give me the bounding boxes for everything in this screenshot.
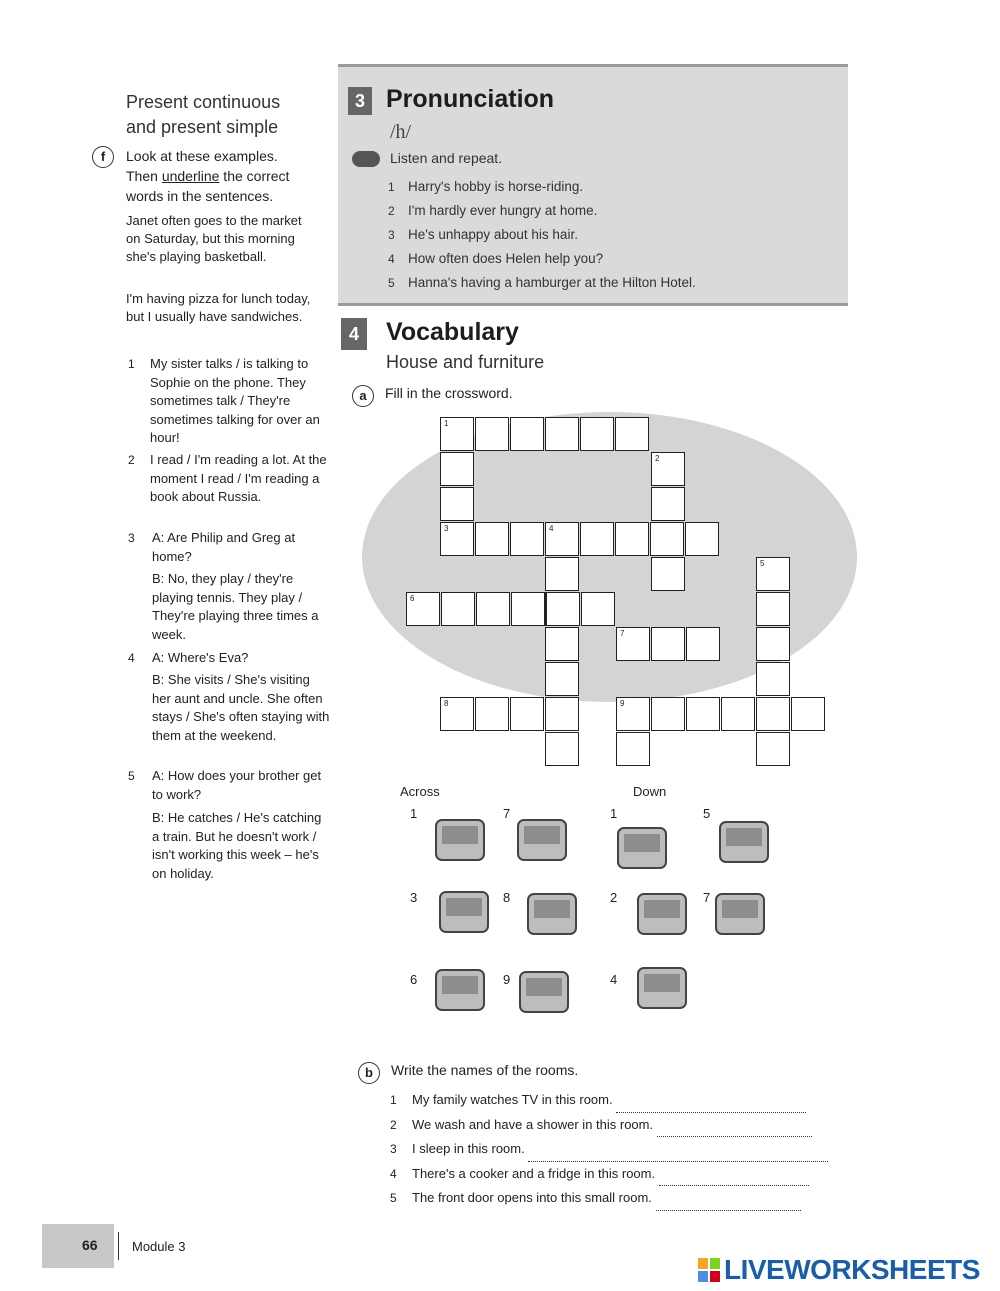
crossword-cell[interactable] [650, 522, 684, 556]
example-2: I'm having pizza for lunch today, but I usually have sandwiches. [126, 291, 311, 324]
crossword-cell[interactable] [545, 627, 579, 661]
item-text[interactable]: B: She visits / She's visiting her aunt and uncle. She often stays / She's often staying with them at the weekend. [152, 672, 330, 743]
crossword-cell[interactable] [756, 592, 790, 626]
list-item: 1 My family watches TV in this room. [390, 1088, 860, 1113]
crossword-cell[interactable] [616, 732, 650, 766]
armchair-icon [432, 878, 502, 940]
list-item: 1 Harry's hobby is horse-riding. [388, 179, 584, 194]
exercise-label [92, 146, 114, 168]
crossword-cell[interactable] [440, 417, 474, 451]
page-tab [42, 1224, 114, 1268]
clue-number: 8 [503, 890, 511, 905]
cell-number: 8 [444, 699, 449, 708]
bed-icon [510, 806, 580, 868]
crossword-cell[interactable] [440, 522, 474, 556]
down-heading: Down [633, 784, 667, 799]
label-b: b [358, 1062, 380, 1084]
title-line: and present simple [126, 117, 279, 137]
pronunciation-list [388, 175, 696, 295]
cell-number: 6 [410, 594, 415, 603]
crossword-cell[interactable] [440, 487, 474, 521]
title-line: Present continuous [126, 92, 281, 112]
item-text: A: How does your brother get to work? [152, 768, 322, 802]
rooms-list [390, 1088, 860, 1211]
crossword-cell[interactable] [545, 522, 579, 556]
clue-number: 3 [410, 890, 418, 905]
table-icon [512, 958, 582, 1020]
section-heading: Pronunciation [386, 85, 555, 113]
crossword-cell[interactable] [756, 697, 790, 731]
clue-number: 1 [610, 806, 618, 821]
clue-number: 4 [610, 972, 618, 987]
crossword-cell[interactable] [580, 417, 614, 451]
clue-number: 1 [410, 806, 418, 821]
section-subtitle: House and furniture [386, 352, 545, 372]
item-number: 4 [128, 651, 135, 665]
item-text: A: Are Philip and Greg at home? [152, 530, 296, 564]
list-item: 2 We wash and have a shower in this room. [390, 1113, 860, 1138]
cooker-icon [630, 954, 700, 1016]
crossword-cell[interactable] [685, 522, 719, 556]
clue-number: 5 [703, 806, 711, 821]
answer-field[interactable] [657, 1124, 812, 1137]
cell-number: 9 [620, 699, 625, 708]
answer-field[interactable] [656, 1198, 801, 1211]
shower-icon [428, 806, 498, 868]
crossword-cell[interactable] [616, 627, 650, 661]
liveworksheets-logo-icon [698, 1258, 720, 1282]
list-item: 4 There's a cooker and a fridge in this room. [390, 1162, 860, 1187]
window-icon [428, 956, 498, 1018]
crossword-cell[interactable] [440, 452, 474, 486]
crossword-cell[interactable] [406, 592, 440, 626]
crossword-cell[interactable] [475, 697, 509, 731]
crossword-cell[interactable] [476, 592, 510, 626]
item-number: 3 [128, 531, 135, 545]
label-a: a [352, 385, 374, 407]
clue-number: 6 [410, 972, 418, 987]
pronunciation-box [338, 64, 848, 306]
crossword-cell[interactable] [545, 697, 579, 731]
crossword-cell[interactable] [686, 627, 720, 661]
crossword-cell[interactable] [475, 522, 509, 556]
crossword-cell[interactable] [475, 417, 509, 451]
crossword-cell[interactable] [615, 417, 649, 451]
cell-number: 1 [444, 419, 449, 428]
crossword-cell[interactable] [441, 592, 475, 626]
item-number: 2 [128, 453, 135, 467]
phoneme: /h/ [390, 121, 412, 143]
instruction: Write the names of the rooms. [391, 1062, 579, 1078]
cell-number: 7 [620, 629, 625, 638]
crossword-cell[interactable] [581, 592, 615, 626]
instruction-line: words in the sentences. [126, 188, 274, 204]
list-item: 3 He's unhappy about his hair. [388, 227, 578, 242]
crossword-cell[interactable] [721, 697, 755, 731]
answer-field[interactable] [616, 1100, 806, 1113]
list-item: 3 I sleep in this room. [390, 1137, 860, 1162]
audio-icon[interactable] [352, 151, 380, 167]
cell-number: 5 [760, 559, 765, 568]
item-text[interactable]: B: No, they play / they're playing tennis. They play / They're playing three times a week. [152, 571, 319, 642]
crossword-cell[interactable] [651, 697, 685, 731]
label-f: f [92, 146, 114, 168]
crossword-cell[interactable] [756, 732, 790, 766]
crossword-cell[interactable] [510, 522, 544, 556]
divider [118, 1232, 119, 1260]
clue-number: 7 [503, 806, 511, 821]
section-title [126, 90, 326, 140]
crossword-cell[interactable] [440, 697, 474, 731]
crossword-cell[interactable] [545, 417, 579, 451]
crossword-cell[interactable] [580, 522, 614, 556]
sofa-icon [610, 814, 680, 876]
clue-number: 9 [503, 972, 511, 987]
instruction-line: Then underline the correct [126, 168, 290, 184]
crossword-cell[interactable] [545, 662, 579, 696]
item-text[interactable]: My sister talks / is talking to Sophie on the phone. They sometimes talk / They're sometimes talking for over an hour! [150, 356, 320, 445]
page-number: 66 [82, 1237, 98, 1253]
crossword-cell[interactable] [651, 452, 685, 486]
cell-number: 3 [444, 524, 449, 533]
crossword-cell[interactable] [651, 487, 685, 521]
crossword-cell[interactable] [756, 557, 790, 591]
item-text: A: Where's Eva? [152, 650, 249, 665]
item-text[interactable]: B: He catches / He's catching a train. But he doesn't work / isn't working this week – he's on holiday. [152, 810, 322, 881]
crossword-cell[interactable] [791, 697, 825, 731]
crossword-cell[interactable] [546, 592, 580, 626]
fridge-icon [630, 880, 700, 942]
crossword-cell[interactable] [686, 697, 720, 731]
crossword-cell[interactable] [756, 662, 790, 696]
instruction [126, 146, 331, 206]
bath-icon [708, 880, 778, 942]
instruction-line: Look at these examples. [126, 148, 278, 164]
section-number: 3 [348, 87, 372, 115]
list-item: 2 I'm hardly ever hungry at home. [388, 203, 598, 218]
list-item: 5 The front door opens into this small room. [390, 1186, 860, 1211]
crossword-cell[interactable] [651, 557, 685, 591]
crossword-cell[interactable] [756, 627, 790, 661]
crossword-cell[interactable] [511, 592, 545, 626]
crossword-cell[interactable] [510, 697, 544, 731]
item-text[interactable]: I read / I'm reading a lot. At the moment I read / I'm reading a book about Russia. [150, 452, 327, 504]
answer-field[interactable] [659, 1173, 809, 1186]
section-heading: Vocabulary [386, 318, 519, 346]
toilet-icon [712, 808, 782, 870]
listen-instruction: Listen and repeat. [390, 150, 503, 166]
list-item: 4 How often does Helen help you? [388, 251, 604, 266]
item-number: 5 [128, 769, 135, 783]
door-icon [520, 880, 590, 942]
clue-number: 2 [610, 890, 618, 905]
section-number: 4 [341, 318, 367, 350]
crossword-cell[interactable] [615, 522, 649, 556]
crossword-cell[interactable] [616, 697, 650, 731]
module-label: Module 3 [132, 1239, 186, 1254]
item-number: 1 [128, 357, 135, 371]
brand-logo: LIVEWORKSHEETS [724, 1254, 980, 1285]
crossword-cell[interactable] [510, 417, 544, 451]
crossword-cell[interactable] [545, 557, 579, 591]
crossword-cell[interactable] [651, 627, 685, 661]
across-heading: Across [400, 784, 440, 799]
crossword-cell[interactable] [545, 732, 579, 766]
example-1: Janet often goes to the market on Saturday, but this morning she's playing basketball. [126, 213, 302, 264]
instruction: Fill in the crossword. [385, 385, 513, 401]
cell-number: 2 [655, 454, 660, 463]
clue-number: 7 [703, 890, 711, 905]
answer-field[interactable] [528, 1149, 828, 1162]
list-item: 5 Hanna's having a hamburger at the Hilton Hotel. [388, 275, 696, 290]
cell-number: 4 [549, 524, 554, 533]
